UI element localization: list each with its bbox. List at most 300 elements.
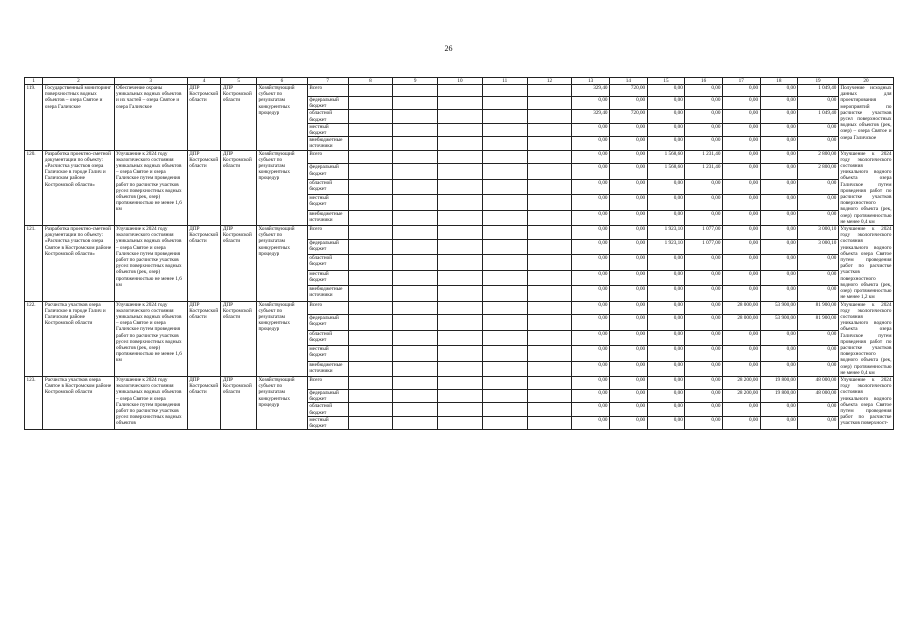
funding-source: внебюджетные источники xyxy=(307,286,348,301)
amount-cell: 0,00 xyxy=(685,270,723,285)
amount-cell: 0,00 xyxy=(722,123,760,136)
amount-cell: 329,40 xyxy=(572,85,610,97)
amount-cell: 0,00 xyxy=(572,195,610,210)
funding-source: федеральный бюджет xyxy=(307,389,348,402)
empty-cell xyxy=(438,346,483,361)
amount-cell: 0,00 xyxy=(572,270,610,285)
amount-cell: 0,00 xyxy=(572,330,610,345)
column-number-11: 11 xyxy=(482,78,527,85)
empty-cell xyxy=(527,376,572,389)
item-number: 123. xyxy=(25,376,43,429)
empty-cell xyxy=(393,239,438,254)
table-row xyxy=(25,150,894,164)
funding-source: федеральный бюджет xyxy=(307,315,348,330)
empty-cell xyxy=(438,123,483,136)
empty-cell xyxy=(482,195,527,210)
amount-cell: 0,00 xyxy=(647,315,685,330)
amount-cell: 0,00 xyxy=(647,403,685,416)
empty-cell xyxy=(482,255,527,270)
funding-source: областной бюджет xyxy=(307,110,348,123)
amount-cell: 0,00 xyxy=(722,150,760,164)
item-number: 119. xyxy=(25,85,43,151)
measure-name: Государственный мониторинг поверхностных водных объектов – озера Святое и озера Галичское xyxy=(43,85,114,151)
empty-cell xyxy=(348,110,393,123)
empty-cell xyxy=(438,85,483,97)
amount-cell: 0,00 xyxy=(685,195,723,210)
amount-cell: 0,00 xyxy=(798,97,839,110)
amount-cell: 0,00 xyxy=(610,137,648,150)
empty-cell xyxy=(348,389,393,402)
amount-cell: 0,00 xyxy=(610,376,648,389)
amount-cell: 0,00 xyxy=(572,403,610,416)
amount-cell: 0,00 xyxy=(610,97,648,110)
co-executor: ДПР Костромской области xyxy=(187,226,221,301)
empty-cell xyxy=(482,85,527,97)
table-row xyxy=(25,301,894,315)
amount-cell: 1 077,00 xyxy=(685,226,723,240)
funding-source: Всего xyxy=(307,150,348,164)
column-number-16: 16 xyxy=(685,78,723,85)
executor: Хозяйствующий субъект по результатам конкурентных процедур xyxy=(256,226,307,301)
empty-cell xyxy=(527,416,572,429)
column-number-3: 3 xyxy=(114,78,187,85)
column-number-12: 12 xyxy=(527,78,572,85)
amount-cell: 0,00 xyxy=(722,361,760,376)
amount-cell: 0,00 xyxy=(722,346,760,361)
empty-cell xyxy=(527,389,572,402)
amount-cell: 0,00 xyxy=(722,239,760,254)
empty-cell xyxy=(393,389,438,402)
empty-cell xyxy=(527,137,572,150)
empty-cell xyxy=(438,301,483,315)
empty-cell xyxy=(393,361,438,376)
expected-result: Улучшение к 2024 году экологического состояния уникального водного объекта озера Святое путем проведения работ по расчистке участков поверхност- xyxy=(838,376,893,429)
column-number-1: 1 xyxy=(25,78,43,85)
empty-cell xyxy=(393,210,438,225)
empty-cell xyxy=(527,226,572,240)
empty-cell xyxy=(482,97,527,110)
amount-cell: 0,00 xyxy=(722,330,760,345)
amount-cell: 0,00 xyxy=(572,389,610,402)
amount-cell: 0,00 xyxy=(572,137,610,150)
amount-cell: 0,00 xyxy=(572,239,610,254)
empty-cell xyxy=(393,315,438,330)
funding-source: местный бюджет xyxy=(307,195,348,210)
empty-cell xyxy=(482,210,527,225)
empty-cell xyxy=(438,255,483,270)
empty-cell xyxy=(438,179,483,194)
empty-cell xyxy=(393,270,438,285)
amount-cell: 0,00 xyxy=(647,210,685,225)
amount-cell: 28 200,00 xyxy=(722,389,760,402)
amount-cell: 0,00 xyxy=(572,346,610,361)
amount-cell: 0,00 xyxy=(685,403,723,416)
empty-cell xyxy=(527,403,572,416)
empty-cell xyxy=(393,179,438,194)
funding-source: Всего xyxy=(307,85,348,97)
empty-cell xyxy=(527,255,572,270)
empty-cell xyxy=(348,226,393,240)
expected-result: Улучшение к 2024 году экологического состояния уникального водного объекта озера Галичское путем проведения работ по расчистке участков поверхностного водного объекта (рек, озер) протяженностью не менее 0,4 км xyxy=(840,301,892,376)
amount-cell: 0,00 xyxy=(760,150,798,164)
amount-cell: 0,00 xyxy=(610,346,648,361)
measure-task: Улучшение к 2024 году экологического состояния уникальных водных объектов – озера Святое и озера Галичское путем проведения работ по расчистке участков русел поверхностных водных объектов xyxy=(114,376,187,429)
empty-cell xyxy=(348,270,393,285)
empty-cell xyxy=(527,179,572,194)
table-row xyxy=(25,226,894,240)
empty-cell xyxy=(527,85,572,97)
amount-cell: 0,00 xyxy=(798,210,839,225)
empty-cell xyxy=(438,226,483,240)
empty-cell xyxy=(393,346,438,361)
amount-cell: 0,00 xyxy=(610,361,648,376)
amount-cell: 0,00 xyxy=(610,330,648,345)
empty-cell xyxy=(482,150,527,164)
empty-cell xyxy=(438,416,483,429)
column-number-14: 14 xyxy=(610,78,648,85)
amount-cell: 28 000,00 xyxy=(722,315,760,330)
table-row xyxy=(25,376,894,389)
amount-cell: 0,00 xyxy=(685,301,723,315)
empty-cell xyxy=(438,195,483,210)
expected-result: Улучшение к 2024 году экологического состояния уникального водного объекта озера Галичское путем проведения работ по расчистке участков поверхностного водного объекта (рек, озер) протяженностью не менее 0,4 км xyxy=(840,150,892,225)
amount-cell: 0,00 xyxy=(798,346,839,361)
empty-cell xyxy=(393,123,438,136)
empty-cell xyxy=(482,286,527,301)
amount-cell: 48 000,00 xyxy=(798,376,839,389)
empty-cell xyxy=(482,110,527,123)
column-number-17: 17 xyxy=(722,78,760,85)
empty-cell xyxy=(393,164,438,179)
amount-cell: 0,00 xyxy=(610,123,648,136)
expected-result: Получение исходных данных для проектирования мероприятий по расчистке участков русел поверхностных водных объектов (рек, озер) – озера Святое и озера Галичское xyxy=(838,85,893,151)
amount-cell: 0,00 xyxy=(798,286,839,301)
empty-cell xyxy=(438,239,483,254)
empty-cell xyxy=(393,330,438,345)
amount-cell: 0,00 xyxy=(722,226,760,240)
empty-cell xyxy=(393,150,438,164)
table-body xyxy=(25,78,894,430)
table-row xyxy=(25,85,894,97)
empty-cell xyxy=(438,110,483,123)
empty-cell xyxy=(438,150,483,164)
column-number-5: 5 xyxy=(221,78,257,85)
empty-cell xyxy=(527,195,572,210)
empty-cell xyxy=(527,110,572,123)
amount-cell: 0,00 xyxy=(760,226,798,240)
funding-source: местный бюджет xyxy=(307,416,348,429)
empty-cell xyxy=(348,416,393,429)
amount-cell: 0,00 xyxy=(647,346,685,361)
empty-cell xyxy=(393,97,438,110)
funding-source: Всего xyxy=(307,301,348,315)
empty-cell xyxy=(438,389,483,402)
funding-source: внебюджетные источники xyxy=(307,137,348,150)
empty-cell xyxy=(393,403,438,416)
empty-cell xyxy=(482,270,527,285)
measure-name: Разработка проектно-сметной документации по объекту: «Расчистка участков озера Святое в Костромском районе Костромской области» xyxy=(43,226,114,301)
amount-cell: 0,00 xyxy=(722,286,760,301)
amount-cell: 0,00 xyxy=(572,226,610,240)
measure-name: Разработка проектно-сметной документации по объекту: «Расчистка участков озера Галичское в городе Галич и Галичском районе Костромской области» xyxy=(43,150,114,225)
amount-cell: 0,00 xyxy=(685,255,723,270)
amount-cell: 0,00 xyxy=(572,416,610,429)
amount-cell: 0,00 xyxy=(572,315,610,330)
empty-cell xyxy=(482,239,527,254)
amount-cell: 0,00 xyxy=(760,195,798,210)
amount-cell: 0,00 xyxy=(647,376,685,389)
amount-cell: 0,00 xyxy=(722,403,760,416)
amount-cell: 0,00 xyxy=(722,255,760,270)
amount-cell: 53 900,00 xyxy=(760,315,798,330)
empty-cell xyxy=(348,346,393,361)
funding-source: местный бюджет xyxy=(307,270,348,285)
amount-cell: 0,00 xyxy=(722,110,760,123)
amount-cell: 0,00 xyxy=(647,286,685,301)
amount-cell: 0,00 xyxy=(722,85,760,97)
empty-cell xyxy=(348,239,393,254)
executor: Хозяйствующий субъект по результатам конкурентных процедур xyxy=(256,150,307,225)
empty-cell xyxy=(348,85,393,97)
amount-cell: 0,00 xyxy=(685,85,723,97)
empty-cell xyxy=(393,376,438,389)
amount-cell: 28 200,00 xyxy=(722,376,760,389)
amount-cell: 0,00 xyxy=(610,150,648,164)
empty-cell xyxy=(393,286,438,301)
empty-cell xyxy=(348,361,393,376)
empty-cell xyxy=(438,210,483,225)
amount-cell: 0,00 xyxy=(647,270,685,285)
amount-cell: 0,00 xyxy=(610,416,648,429)
amount-cell: 0,00 xyxy=(722,179,760,194)
amount-cell: 0,00 xyxy=(572,286,610,301)
amount-cell: 0,00 xyxy=(610,286,648,301)
amount-cell: 0,00 xyxy=(572,210,610,225)
amount-cell: 1 049,40 xyxy=(798,85,839,97)
amount-cell: 0,00 xyxy=(685,330,723,345)
responsible: ДПР Костромской области xyxy=(221,85,257,151)
empty-cell xyxy=(393,137,438,150)
measure-task: Улучшение к 2024 году экологического состояния уникальных водных объектов – озера Святое и озера Галичское путем проведения работ по расчистке участков русел поверхностных водных объектов (рек, озер) протяженностью не менее 1,6 км xyxy=(114,226,187,301)
empty-cell xyxy=(438,137,483,150)
amount-cell: 0,00 xyxy=(610,226,648,240)
empty-cell xyxy=(438,376,483,389)
column-number-9: 9 xyxy=(393,78,438,85)
empty-cell xyxy=(348,301,393,315)
amount-cell: 0,00 xyxy=(610,164,648,179)
empty-cell xyxy=(348,137,393,150)
empty-cell xyxy=(482,301,527,315)
empty-cell xyxy=(348,97,393,110)
amount-cell: 0,00 xyxy=(760,286,798,301)
amount-cell: 0,00 xyxy=(760,110,798,123)
empty-cell xyxy=(527,97,572,110)
empty-cell xyxy=(348,403,393,416)
amount-cell: 0,00 xyxy=(647,416,685,429)
empty-cell xyxy=(438,361,483,376)
amount-cell: 28 000,00 xyxy=(722,301,760,315)
amount-cell: 0,00 xyxy=(685,210,723,225)
amount-cell: 19 800,00 xyxy=(760,376,798,389)
amount-cell: 1 049,40 xyxy=(798,110,839,123)
empty-cell xyxy=(348,150,393,164)
item-number: 120. xyxy=(25,150,43,225)
amount-cell: 0,00 xyxy=(647,137,685,150)
measure-name: Расчистка участков озера Галичское в городе Галич и Галичском районе Костромской области xyxy=(43,301,114,376)
amount-cell: 0,00 xyxy=(610,239,648,254)
amount-cell: 1 568,60 xyxy=(647,164,685,179)
empty-cell xyxy=(348,195,393,210)
measure-task: Улучшение к 2024 году экологического состояния уникальных водных объектов – озера Святое и озера Галичское путем проведения работ по расчистке участков русел поверхностных водных объектов (рек, озер) протяженностью не менее 1,6 км xyxy=(114,150,187,225)
empty-cell xyxy=(393,416,438,429)
amount-cell: 1 077,00 xyxy=(685,239,723,254)
empty-cell xyxy=(482,403,527,416)
empty-cell xyxy=(527,315,572,330)
column-number-15: 15 xyxy=(647,78,685,85)
amount-cell: 0,00 xyxy=(760,97,798,110)
funding-source: Всего xyxy=(307,226,348,240)
expected-result: Улучшение к 2024 году экологического состояния уникального водного объекта озера Святое путем проведения работ по расчистке участков поверхностного водного объекта (рек, озер) протяженностью не менее 1,2 км xyxy=(840,226,892,301)
empty-cell xyxy=(482,376,527,389)
amount-cell: 0,00 xyxy=(572,164,610,179)
amount-cell: 0,00 xyxy=(572,255,610,270)
amount-cell: 0,00 xyxy=(760,239,798,254)
amount-cell: 0,00 xyxy=(572,123,610,136)
empty-cell xyxy=(348,255,393,270)
measure-task: Обеспечение охраны уникальных водных объектов и их частей – озера Святое и озера Галичское xyxy=(114,85,187,151)
funding-source: областной бюджет xyxy=(307,330,348,345)
amount-cell: 0,00 xyxy=(647,255,685,270)
amount-cell: 3 000,10 xyxy=(798,226,839,240)
empty-cell xyxy=(527,270,572,285)
amount-cell: 0,00 xyxy=(798,270,839,285)
responsible: ДПР Костромской области xyxy=(221,226,257,301)
amount-cell: 81 900,00 xyxy=(798,315,839,330)
funding-source: федеральный бюджет xyxy=(307,97,348,110)
empty-cell xyxy=(527,239,572,254)
amount-cell: 0,00 xyxy=(798,179,839,194)
amount-cell: 0,00 xyxy=(798,137,839,150)
empty-cell xyxy=(393,226,438,240)
item-number: 122. xyxy=(25,301,43,376)
amount-cell: 0,00 xyxy=(685,179,723,194)
amount-cell: 0,00 xyxy=(610,195,648,210)
column-number-20: 20 xyxy=(838,78,893,85)
amount-cell: 720,00 xyxy=(610,85,648,97)
amount-cell: 0,00 xyxy=(760,416,798,429)
empty-cell xyxy=(527,330,572,345)
column-number-2: 2 xyxy=(43,78,114,85)
amount-cell: 0,00 xyxy=(760,270,798,285)
empty-cell xyxy=(527,361,572,376)
co-executor: ДПР Костромской области xyxy=(187,301,221,376)
empty-cell xyxy=(348,376,393,389)
amount-cell: 0,00 xyxy=(610,210,648,225)
amount-cell: 0,00 xyxy=(610,315,648,330)
amount-cell: 0,00 xyxy=(572,301,610,315)
amount-cell: 48 000,00 xyxy=(798,389,839,402)
amount-cell: 53 900,00 xyxy=(760,301,798,315)
amount-cell: 2 800,00 xyxy=(798,164,839,179)
amount-cell: 0,00 xyxy=(722,137,760,150)
empty-cell xyxy=(348,315,393,330)
empty-cell xyxy=(393,85,438,97)
funding-source: областной бюджет xyxy=(307,179,348,194)
empty-cell xyxy=(527,210,572,225)
empty-cell xyxy=(482,346,527,361)
amount-cell: 329,40 xyxy=(572,110,610,123)
amount-cell: 0,00 xyxy=(685,416,723,429)
empty-cell xyxy=(393,195,438,210)
amount-cell: 0,00 xyxy=(760,255,798,270)
funding-source: внебюджетные источники xyxy=(307,210,348,225)
empty-cell xyxy=(482,416,527,429)
funding-source: внебюджетные источники xyxy=(307,361,348,376)
amount-cell: 0,00 xyxy=(572,376,610,389)
empty-cell xyxy=(482,226,527,240)
funding-source: Всего xyxy=(307,376,348,389)
empty-cell xyxy=(527,123,572,136)
amount-cell: 1 923,10 xyxy=(647,226,685,240)
amount-cell: 0,00 xyxy=(798,403,839,416)
empty-cell xyxy=(348,123,393,136)
amount-cell: 0,00 xyxy=(760,85,798,97)
amount-cell: 0,00 xyxy=(722,270,760,285)
measure-task: Улучшение к 2024 году экологического состояния уникальных водных объектов – озера Святое и озера Галичское путем проведения работ по расчистке участков русел поверхностных водных объектов (рек, озер) протяженностью не менее 1,6 км xyxy=(114,301,187,376)
empty-cell xyxy=(527,286,572,301)
responsible: ДПР Костромской области xyxy=(221,301,257,376)
amount-cell: 81 900,00 xyxy=(798,301,839,315)
funding-source: федеральный бюджет xyxy=(307,239,348,254)
amount-cell: 0,00 xyxy=(798,195,839,210)
co-executor: ДПР Костромской области xyxy=(187,376,221,429)
funding-source: областной бюджет xyxy=(307,255,348,270)
empty-cell xyxy=(482,179,527,194)
amount-cell: 0,00 xyxy=(610,255,648,270)
amount-cell: 0,00 xyxy=(798,330,839,345)
executor: Хозяйствующий субъект по результатам конкурентных процедур xyxy=(256,376,307,429)
amount-cell: 0,00 xyxy=(722,210,760,225)
amount-cell: 0,00 xyxy=(685,97,723,110)
amount-cell: 0,00 xyxy=(685,361,723,376)
responsible: ДПР Костромской области xyxy=(221,150,257,225)
empty-cell xyxy=(438,97,483,110)
column-number-6: 6 xyxy=(256,78,307,85)
amount-cell: 0,00 xyxy=(685,110,723,123)
amount-cell: 0,00 xyxy=(722,164,760,179)
amount-cell: 0,00 xyxy=(685,315,723,330)
amount-cell: 0,00 xyxy=(685,123,723,136)
amount-cell: 0,00 xyxy=(685,346,723,361)
amount-cell: 0,00 xyxy=(760,179,798,194)
amount-cell: 0,00 xyxy=(722,97,760,110)
executor: Хозяйствующий субъект по результатам конкурентных процедур xyxy=(256,85,307,151)
amount-cell: 0,00 xyxy=(610,179,648,194)
amount-cell: 0,00 xyxy=(685,137,723,150)
empty-cell xyxy=(527,164,572,179)
amount-cell: 0,00 xyxy=(647,179,685,194)
executor: Хозяйствующий субъект по результатам конкурентных процедур xyxy=(256,301,307,376)
amount-cell: 1 923,10 xyxy=(647,239,685,254)
amount-cell: 0,00 xyxy=(798,416,839,429)
column-number-10: 10 xyxy=(438,78,483,85)
amount-cell: 0,00 xyxy=(760,123,798,136)
funding-source: местный бюджет xyxy=(307,346,348,361)
empty-cell xyxy=(348,179,393,194)
empty-cell xyxy=(438,286,483,301)
empty-cell xyxy=(482,361,527,376)
funding-source: федеральный бюджет xyxy=(307,164,348,179)
